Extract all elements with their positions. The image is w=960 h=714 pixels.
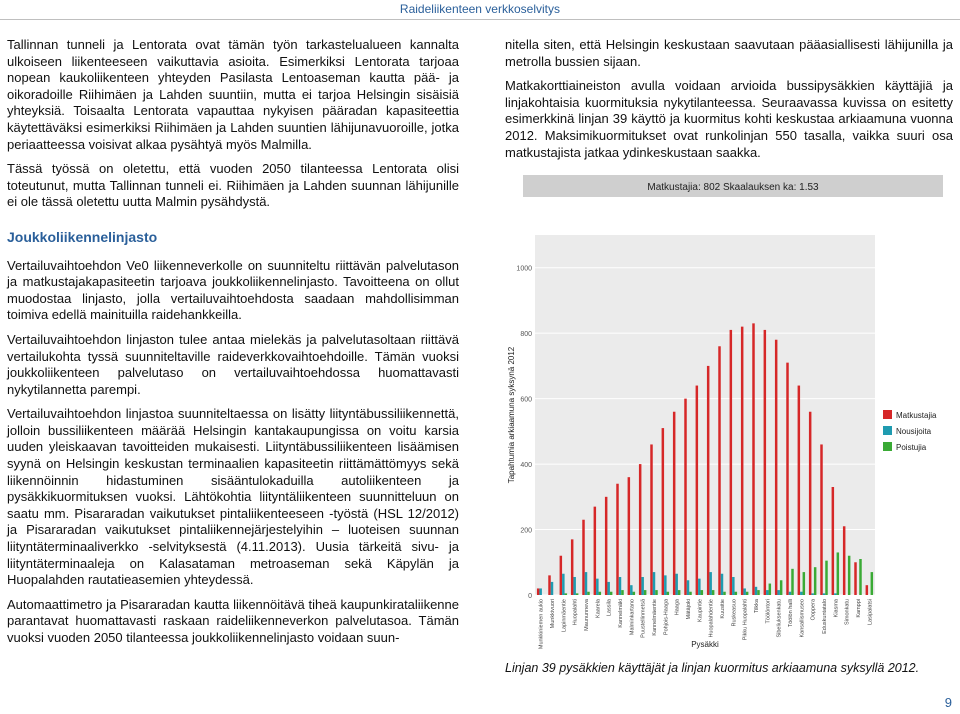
legend-label: Poistujia bbox=[896, 443, 927, 452]
bar-nousijoita bbox=[732, 577, 734, 595]
x-tick-label: Töölön halli bbox=[788, 599, 794, 628]
y-axis-label: Tapahtumia arkiaamuna syksynä 2012 bbox=[507, 346, 516, 484]
bar-matkustajia bbox=[594, 507, 596, 595]
x-tick-label: Munkkiniemen aukio bbox=[538, 599, 545, 650]
x-tick-label: Huopalahti bbox=[572, 599, 579, 626]
bar-matkustajia bbox=[650, 444, 652, 595]
bar-nousijoita bbox=[789, 592, 791, 595]
figure-caption: Linjan 39 pysäkkien käyttäjät ja linjan kuormitus arkiaamuna syksyllä 2012. bbox=[505, 661, 920, 675]
bar-poistujia bbox=[746, 592, 748, 595]
legend-label: Matkustajia bbox=[896, 411, 937, 420]
left-column bbox=[7, 37, 459, 655]
x-axis-label: Pysäkki bbox=[691, 640, 719, 649]
x-tick-label: Haaga bbox=[674, 599, 681, 616]
bar-nousijoita bbox=[823, 593, 825, 595]
bar-matkustajia bbox=[741, 327, 743, 595]
bar-matkustajia bbox=[866, 585, 868, 595]
y-tick-label: 200 bbox=[520, 527, 532, 535]
paragraph: Tässä työssä on oletettu, että vuoden 2050 tilanteessa Lentorata olisi toteutunut, mutta Tallinnan tunneli ei. Riihimäen ja Lahden suunnan lähijunille ei ole tässä oletettu uutta Malmin pysähdystä. bbox=[7, 161, 459, 210]
header-rule bbox=[0, 19, 960, 20]
x-tick-label: Eduskuntatalo bbox=[822, 599, 828, 634]
bar-poistujia bbox=[565, 593, 567, 595]
x-tick-label: Munkkivuori bbox=[550, 599, 556, 629]
bar-nousijoita bbox=[766, 590, 768, 595]
bar-nousijoita bbox=[562, 574, 564, 595]
bar-nousijoita bbox=[687, 580, 689, 595]
bar-matkustajia bbox=[718, 346, 720, 595]
bar-matkustajia bbox=[605, 497, 607, 595]
bar-poistujia bbox=[769, 584, 771, 595]
x-tick-label: Kannelmäentie bbox=[652, 599, 658, 636]
bar-matkustajia bbox=[775, 340, 777, 595]
x-tick-label: Puustellinmetsä bbox=[640, 599, 647, 638]
x-tick-label: Kuusitie bbox=[720, 599, 726, 619]
x-tick-label: Lasipalatsi bbox=[867, 599, 874, 625]
bar-poistujia bbox=[814, 567, 816, 595]
bar-poistujia bbox=[780, 580, 782, 595]
legend-label: Nousijoita bbox=[896, 427, 932, 436]
bar-matkustajia bbox=[662, 428, 664, 595]
x-tick-label: Kaupintie bbox=[697, 599, 704, 622]
plot-background bbox=[535, 235, 875, 595]
bar-matkustajia bbox=[707, 366, 709, 595]
chart-title: Matkustajia: 802 Skaalauksen ka: 1.53 bbox=[647, 182, 819, 193]
bar-nousijoita bbox=[800, 592, 802, 595]
paragraph: nitella siten, että Helsingin keskustaan saavutaan pääasiallisesti lähijunilla ja metrolla bussien sijaan. bbox=[505, 37, 953, 69]
x-tick-label: Simonkatu bbox=[844, 599, 851, 625]
legend-swatch bbox=[883, 426, 892, 435]
bar-nousijoita bbox=[596, 579, 598, 595]
bar-matkustajia bbox=[730, 330, 732, 595]
bar-matkustajia bbox=[832, 487, 834, 595]
bar-poistujia bbox=[735, 592, 737, 595]
bar-poistujia bbox=[655, 590, 657, 595]
bar-matkustajia bbox=[560, 556, 562, 595]
bar-nousijoita bbox=[698, 579, 700, 595]
bar-nousijoita bbox=[630, 585, 632, 595]
bar-poistujia bbox=[712, 590, 714, 595]
bar-poistujia bbox=[701, 590, 703, 595]
x-tick-label: Töölöntori bbox=[765, 599, 772, 624]
bar-poistujia bbox=[621, 590, 623, 595]
x-tick-label: Mätäjoki bbox=[686, 599, 692, 620]
bar-poistujia bbox=[871, 572, 873, 595]
bar-poistujia bbox=[689, 592, 691, 595]
bar-matkustajia bbox=[616, 484, 618, 595]
bar-poistujia bbox=[825, 561, 827, 595]
x-tick-label: Pikku Huopalahti bbox=[742, 599, 749, 641]
bar-matkustajia bbox=[752, 323, 754, 595]
bar-matkustajia bbox=[571, 539, 573, 595]
bar-matkustajia bbox=[673, 412, 675, 595]
x-tick-label: Kiasma bbox=[833, 599, 840, 618]
y-tick-label: 400 bbox=[520, 462, 532, 470]
x-tick-label: Sibeliuksenkatu bbox=[776, 599, 783, 638]
bar-poistujia bbox=[837, 552, 839, 595]
paragraph: Matkakorttiaineiston avulla voidaan arvioida bussipysäkkien käyttäjiä ja linjakohtaisia kuormituksia nykytilanteessa. Seuraavassa kuvissa on esitetty esimerkkinä linjan 39 käyttö ja kuormitus kohti keskustaa arkiaamuna vuonna 2012. Maksimikuormitukset ovat runkolinjan 550 tasalla, vaikka suuri osa matkustajista jatkaa ydinkeskustaan saakka. bbox=[505, 78, 953, 160]
bar-nousijoita bbox=[811, 593, 813, 595]
bar-poistujia bbox=[633, 592, 635, 595]
x-tick-label: Kaarela bbox=[595, 599, 602, 618]
x-tick-label: Pohjois-Haaga bbox=[663, 599, 670, 636]
bar-nousijoita bbox=[709, 572, 711, 595]
bar-nousijoita bbox=[777, 590, 779, 595]
bar-matkustajia bbox=[548, 575, 550, 595]
bar-matkustajia bbox=[764, 330, 766, 595]
bar-matkustajia bbox=[786, 363, 788, 595]
x-tick-label: Kannelmäki bbox=[618, 599, 624, 628]
bar-poistujia bbox=[757, 590, 759, 595]
paragraph: Vertailuvaihtoehdon linjastoa suunniteltaessa on lisätty liityntäbussiliikennettä, jolloin bussiliikenteen määrää Helsingin kantakaupungissa on voitu karsia uuden yleiskaavan tavoitteiden mukaisesti. Liityntäbussiliikenteen lisäämisen syynä on Helsingin keskustan terminaalien kapasiteetin riittämättömyys sekä liikennöinnin hidastuminen sisääntulokaduilla autoliikenteen ja pysäkkikuormituksen vuoksi. Lähtökohtia liityntäliikenteen suunnitteluun on saatu mm. Pisararadan vaikutukset pintaliikenteeseen -työstä (HSL 12/2012) ja Pisararadan vaikutukset pintaliikennejärjestelyihin – luoteisen suunnan liityntäterminaaliverkko -selvityksestä (4.11.2013). Uusia tärkeitä sivu- ja liityntäterminaaleja on Kalasataman metroaseman sekä Käpylän ja Huopalahden rautatieasemien yhteydessä. bbox=[7, 406, 459, 588]
bar-matkustajia bbox=[582, 520, 584, 595]
section-heading: Joukkoliikennelinjasto bbox=[7, 228, 158, 245]
bar-matkustajia bbox=[843, 526, 845, 595]
bar-nousijoita bbox=[619, 577, 621, 595]
paragraph: Tallinnan tunneli ja Lentorata ovat tämän työn tarkastelualueen kannalta ulkoiseen liikenteeseen vaikuttavia asioita. Esimerkiksi Lentorata tarjoaa nopean kaukoliikenteen yhteyden Pasilasta Lentoaseman kautta pää- ja oikoradoille Riihimäen ja Lahden suuntiin, mutta ei tarjoa Helsingin sisäisiä yhteyksiä. Toisaalta Lentorata vapauttaa nykyisen pääradan kapasiteettia käytettäväksi esimerkiksi Riihimäen ja Lahden suuntien lähijunavuoroille, jotka periaatteessa voisivat alkaa pysähtyä myös Malmilla. bbox=[7, 37, 459, 152]
x-tick-label: Lapinmäentie bbox=[561, 599, 568, 633]
page-header bbox=[0, 0, 960, 20]
y-tick-label: 1000 bbox=[516, 265, 532, 273]
bar-poistujia bbox=[587, 592, 589, 595]
y-tick-label: 800 bbox=[520, 331, 532, 339]
bar-nousijoita bbox=[834, 593, 836, 595]
x-tick-label: Kamppi bbox=[856, 599, 862, 618]
x-tick-label: Malminkartano bbox=[629, 599, 636, 636]
bar-nousijoita bbox=[653, 572, 655, 595]
bar-poistujia bbox=[848, 556, 850, 595]
bar-matkustajia bbox=[809, 412, 811, 595]
bar-nousijoita bbox=[573, 577, 575, 595]
bar-matkustajia bbox=[628, 477, 630, 595]
stop-usage-chart bbox=[503, 175, 953, 650]
bar-matkustajia bbox=[854, 562, 856, 595]
right-column bbox=[505, 37, 953, 169]
bar-poistujia bbox=[859, 559, 861, 595]
y-tick-label: 600 bbox=[520, 396, 532, 404]
bar-matkustajia bbox=[820, 444, 822, 595]
bar-matkustajia bbox=[798, 386, 800, 595]
bar-matkustajia bbox=[639, 464, 641, 595]
bar-nousijoita bbox=[675, 574, 677, 595]
y-tick-label: 0 bbox=[528, 593, 532, 600]
bar-poistujia bbox=[644, 590, 646, 595]
x-tick-label: Kansallismuseo bbox=[799, 599, 806, 638]
chart-svg bbox=[503, 175, 953, 650]
bar-nousijoita bbox=[641, 577, 643, 595]
bar-poistujia bbox=[610, 592, 612, 595]
bar-poistujia bbox=[723, 592, 725, 595]
paragraph: Automaattimetro ja Pisararadan kautta liikennöitävä tiheä kaupunkirataliikenne parantavat huomattavasti raskaan raideliikenneverkon palvelutasoa. Tämän vuoksi vuoden 2050 tilanteessa joukkoliikennelinjasto voidaan suun- bbox=[7, 596, 459, 645]
legend-swatch bbox=[883, 442, 892, 451]
bar-nousijoita bbox=[664, 575, 666, 595]
bar-matkustajia bbox=[537, 588, 539, 595]
bar-poistujia bbox=[791, 569, 793, 595]
paragraph: Vertailuvaihtoehdon Ve0 liikenneverkolle on suunniteltu riittävän palvelutason ja matkustajakapasiteetin tarjoava joukkoliikennelinjasto. Tavoitteena on ollut muodostaa linjasto, jolla vertailuvaihtoehdosta saadaan mahdollisimman toimiva edellä mainituilla raidehankkeilla. bbox=[7, 257, 459, 323]
bar-nousijoita bbox=[551, 582, 553, 595]
x-tick-label: Maununneva bbox=[584, 599, 590, 631]
bar-nousijoita bbox=[539, 588, 541, 595]
x-tick-label: Huopalahdentie bbox=[708, 599, 715, 638]
legend-swatch bbox=[883, 410, 892, 419]
page-number: 9 bbox=[944, 695, 952, 710]
bar-nousijoita bbox=[755, 587, 757, 595]
paragraph: Vertailuvaihtoehdon linjaston tulee antaa mielekäs ja palvelutasoltaan riittävä vertailukohta tyssä suunniteltaville raideverkkovaihtoehdoille. Tämän vuoksi joukkoliikenteen palvelutaso on vertailuvaihtoehdossa huomattavasti nykytilannetta parempi. bbox=[7, 331, 459, 397]
bar-matkustajia bbox=[684, 399, 686, 595]
bar-nousijoita bbox=[607, 582, 609, 595]
bar-nousijoita bbox=[721, 574, 723, 595]
bar-poistujia bbox=[576, 593, 578, 595]
x-tick-label: Lassila bbox=[606, 599, 613, 617]
header-title: Raideliikenteen verkkoselvitys bbox=[399, 2, 560, 16]
x-tick-label: Ruskeasuo bbox=[731, 599, 738, 627]
bar-poistujia bbox=[678, 590, 680, 595]
bar-nousijoita bbox=[585, 572, 587, 595]
bar-poistujia bbox=[803, 572, 805, 595]
bar-poistujia bbox=[667, 592, 669, 595]
x-tick-label: Ooppera bbox=[810, 599, 817, 621]
bar-poistujia bbox=[599, 592, 601, 595]
bar-matkustajia bbox=[696, 386, 698, 595]
bar-nousijoita bbox=[743, 588, 745, 595]
x-tick-label: Tilkka bbox=[754, 599, 760, 614]
